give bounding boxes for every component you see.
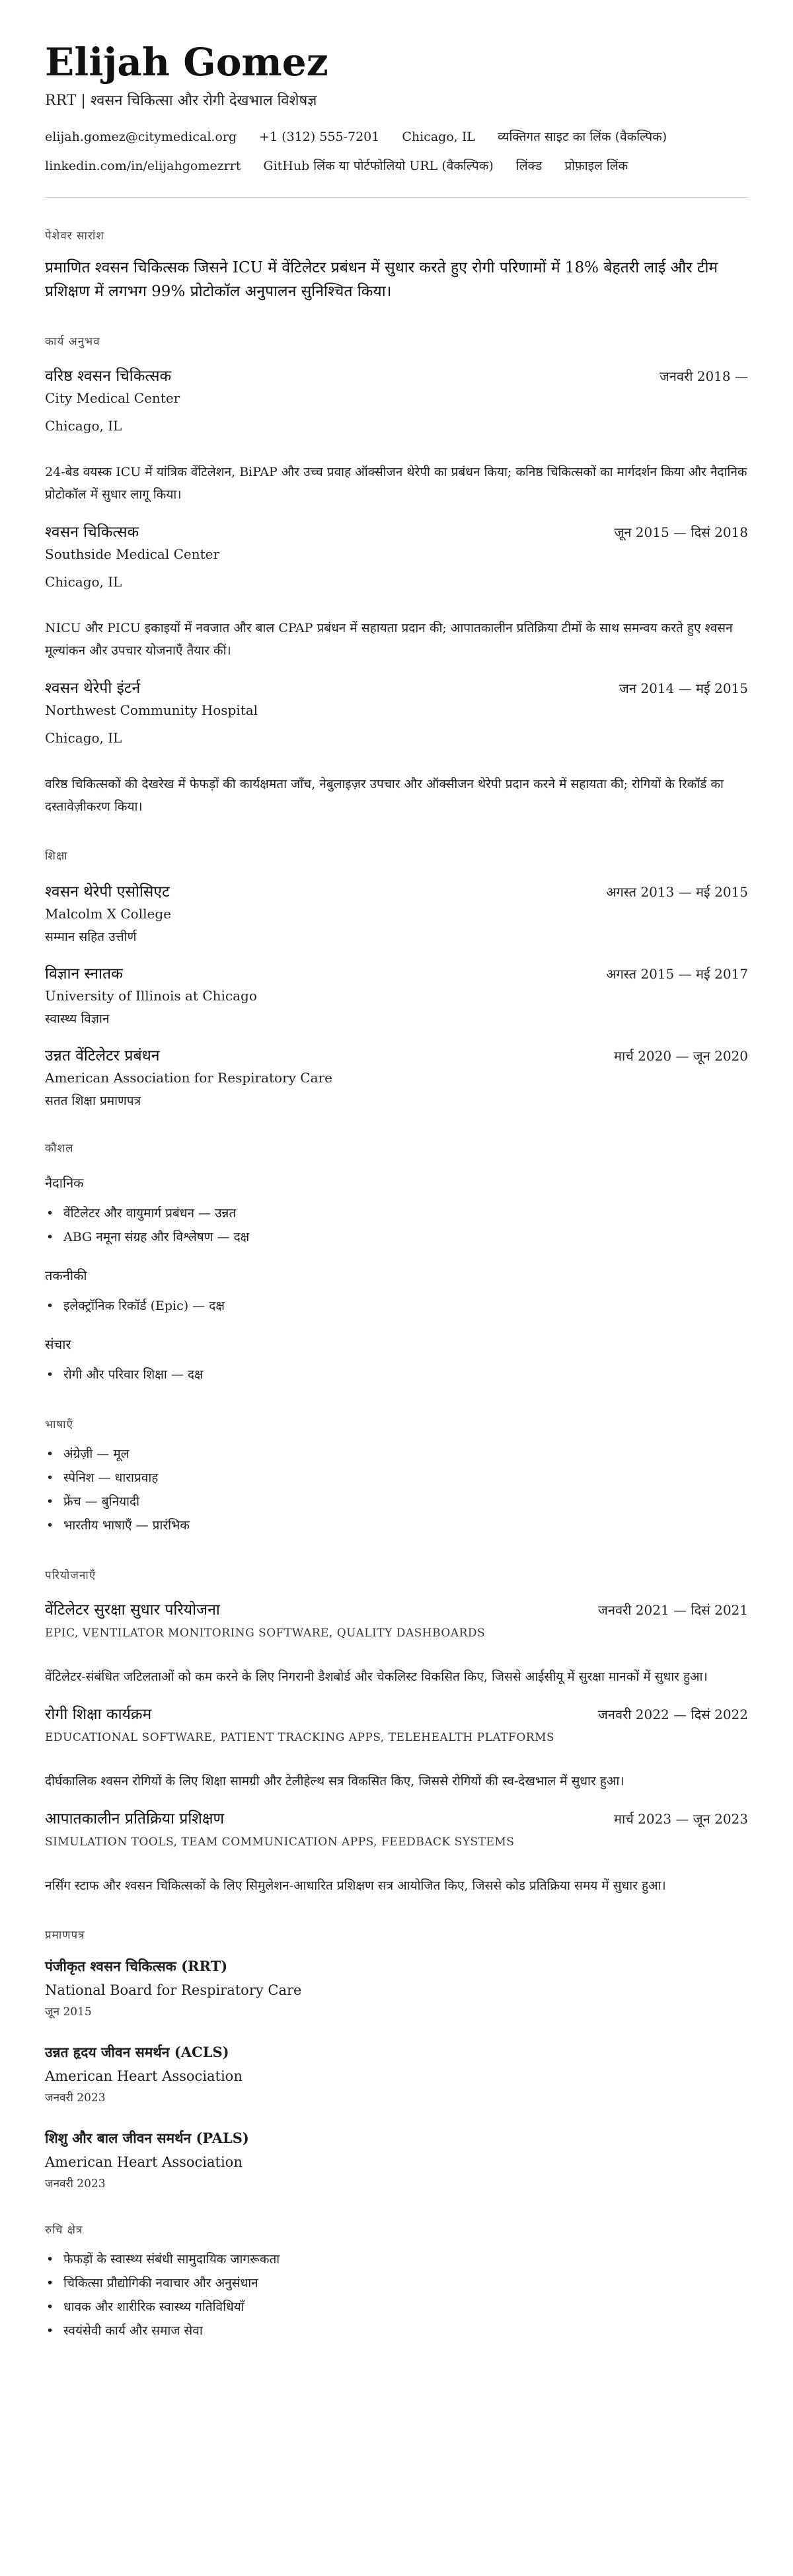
certification-entry [45, 2042, 748, 2106]
certification-entry [45, 1956, 748, 2020]
job-location: Chicago, IL [45, 418, 122, 434]
email-link[interactable]: elijah.gomez@citymedical.org [45, 130, 237, 144]
project-dates: जनवरी 2022 — दिसं 2022 [598, 1707, 748, 1722]
resume-header [45, 38, 748, 175]
section-title: रुचि क्षेत्र [45, 2224, 83, 2237]
project-dates: जनवरी 2021 — दिसं 2021 [598, 1602, 748, 1618]
degree-title: विज्ञान स्नातक [45, 965, 123, 983]
project-description: वेंटिलेटर-संबंधित जटिलताओं को कम करने के लिए निगरानी डैशबोर्ड और चेकलिस्ट विकसित किए, जिससे आईसीयू में सुरक्षा मानकों में सुधार हुआ। [45, 1670, 708, 1684]
summary-text: प्रमाणित श्वसन चिकित्सक जिसने ICU में वेंटिलेटर प्रबंधन में सुधार करते हुए रोगी परिणामों में 18% बेहतरी लाई और टीम प्रशिक्षण में लगभग 99% प्रोटोकॉल अनुपालन सुनिश्चित किया। [45, 259, 718, 300]
project-entry [45, 1599, 748, 1688]
section-title: परियोजनाएँ [45, 1569, 96, 1582]
certification-title: पंजीकृत श्वसन चिकित्सक (RRT) [45, 1958, 228, 1974]
skill-list [45, 1201, 748, 1249]
extra-link-1[interactable]: लिंक्ड [515, 159, 543, 173]
list-item: • फ्रेंच — बुनियादी [45, 1490, 748, 1513]
certification-issuer: American Heart Association [45, 2154, 243, 2170]
list-item: • वेंटिलेटर और वायुमार्ग प्रबंधन — उन्नत [45, 1201, 748, 1225]
skill-group-title: तकनीकी [45, 1268, 87, 1283]
github-link[interactable]: GitHub लिंक या पोर्टफोलियो URL (वैकल्पिक) [263, 159, 494, 173]
project-description: दीर्घकालिक श्वसन रोगियों के लिए शिक्षा सामग्री और टेलीहेल्थ सत्र विकसित किए, जिससे रोगियों की स्व-देखभाल में सुधार हुआ। [45, 1774, 624, 1789]
skill-group-title: नैदानिक [45, 1175, 84, 1191]
skills-section [45, 1141, 748, 1387]
project-tech: EDUCATIONAL SOFTWARE, PATIENT TRACKING APPS, TELEHEALTH PLATFORMS [45, 1731, 555, 1744]
experience-section [45, 334, 748, 818]
skill-group-title: संचार [45, 1336, 71, 1352]
language-list [45, 1442, 748, 1537]
employer: Southside Medical Center [45, 546, 220, 562]
experience-entry [45, 522, 748, 662]
list-item: • इलेक्ट्रॉनिक रिकॉर्ड (Epic) — दक्ष [45, 1294, 748, 1318]
project-entry [45, 1704, 748, 1792]
employer: Northwest Community Hospital [45, 702, 258, 718]
education-detail: सम्मान सहित उत्तीर्ण [45, 930, 137, 944]
education-detail: स्वास्थ्य विज्ञान [45, 1012, 110, 1026]
linkedin-link[interactable]: linkedin.com/in/elijahgomezrrt [45, 159, 241, 173]
project-entry [45, 1808, 748, 1897]
list-item: • चिकित्सा प्रौद्योगिकी नवाचार और अनुसंधान [45, 2271, 748, 2295]
project-title: वेंटिलेटर सुरक्षा सुधार परियोजना [45, 1601, 220, 1619]
section-title: पेशेवर सारांश [45, 229, 104, 243]
institution: Malcolm X College [45, 906, 171, 922]
certification-title: शिशु और बाल जीवन समर्थन (PALS) [45, 2130, 249, 2146]
list-item: • रोगी और परिवार शिक्षा — दक्ष [45, 1363, 748, 1387]
project-tech: EPIC, VENTILATOR MONITORING SOFTWARE, QUALITY DASHBOARDS [45, 1627, 486, 1640]
project-tech: SIMULATION TOOLS, TEAM COMMUNICATION APPS, FEEDBACK SYSTEMS [45, 1835, 515, 1849]
header-divider [45, 197, 748, 198]
certification-date: जून 2015 [45, 2005, 92, 2019]
certification-title: उन्नत हृदय जीवन समर्थन (ACLS) [45, 2044, 229, 2060]
projects-section [45, 1568, 748, 1897]
list-item: • धावक और शारीरिक स्वास्थ्य गतिविधियाँ [45, 2295, 748, 2319]
experience-entry [45, 366, 748, 506]
education-entry [45, 963, 748, 1028]
job-title: वरिष्ठ श्वसन चिकित्सक [45, 368, 172, 385]
interests-section [45, 2222, 748, 2343]
institution: University of Illinois at Chicago [45, 988, 257, 1004]
project-title: रोगी शिक्षा कार्यक्रम [45, 1706, 152, 1723]
certification-date: जनवरी 2023 [45, 2091, 106, 2105]
job-location: Chicago, IL [45, 730, 122, 746]
list-item: • ABG नमूना संग्रह और विश्लेषण — दक्ष [45, 1225, 748, 1249]
job-dates: जन 2014 — मई 2015 [619, 680, 748, 696]
location: Chicago, IL [402, 130, 475, 144]
certification-issuer: American Heart Association [45, 2068, 243, 2084]
headline: RRT | श्वसन चिकित्सा और रोगी देखभाल विशेषज्ञ [45, 93, 317, 109]
institution: American Association for Respiratory Care [45, 1070, 332, 1086]
project-dates: मार्च 2023 — जून 2023 [613, 1811, 748, 1827]
list-item: • स्वयंसेवी कार्य और समाज सेवा [45, 2319, 748, 2343]
project-description: नर्सिंग स्टाफ और श्वसन चिकित्सकों के लिए सिमुलेशन-आधारित प्रशिक्षण सत्र आयोजित किए, जिससे कोड प्रतिक्रिया समय में सुधार हुआ। [45, 1878, 666, 1893]
section-title: प्रमाणपत्र [45, 1929, 85, 1942]
education-detail: सतत शिक्षा प्रमाणपत्र [45, 1094, 141, 1108]
section-title: कार्य अनुभव [45, 335, 100, 348]
candidate-name: Elijah Gomez [45, 40, 328, 85]
job-title: श्वसन थेरेपी इंटर्न [45, 680, 141, 697]
project-title: आपातकालीन प्रतिक्रिया प्रशिक्षण [45, 1810, 225, 1828]
job-dates: जून 2015 — दिसं 2018 [614, 524, 748, 540]
languages-section [45, 1417, 748, 1537]
list-item: • फेफड़ों के स्वास्थ्य संबंधी सामुदायिक जागरूकता [45, 2247, 748, 2271]
education-entry [45, 881, 748, 946]
education-entry [45, 1045, 748, 1110]
list-item: • भारतीय भाषाएँ — प्रारंभिक [45, 1513, 748, 1537]
links-row [45, 157, 748, 175]
skill-list [45, 1294, 748, 1318]
job-dates: जनवरी 2018 — [659, 368, 748, 384]
certification-entry [45, 2128, 748, 2192]
job-description: NICU और PICU इकाइयों में नवजात और बाल CPAP प्रबंधन में सहायता प्रदान की; आपातकालीन प्रतिक्रिया टीमों के साथ समन्वय करते हुए श्वसन मूल्यांकन और उपचार योजनाएँ तैयार कीं। [45, 621, 733, 658]
section-title: शिक्षा [45, 850, 68, 863]
degree-title: श्वसन थेरेपी एसोसिएट [45, 883, 170, 901]
list-item: • अंग्रेज़ी — मूल [45, 1442, 748, 1466]
interest-list [45, 2247, 748, 2343]
education-section [45, 848, 748, 1110]
section-title: भाषाएँ [45, 1418, 73, 1431]
personal-site-link[interactable]: व्यक्तिगत साइट का लिंक (वैकल्पिक) [497, 130, 667, 144]
summary-section [45, 228, 748, 303]
list-item: • स्पेनिश — धाराप्रवाह [45, 1466, 748, 1490]
job-location: Chicago, IL [45, 574, 122, 590]
job-title: श्वसन चिकित्सक [45, 524, 139, 541]
education-dates: मार्च 2020 — जून 2020 [613, 1048, 748, 1064]
experience-entry [45, 678, 748, 818]
employer: City Medical Center [45, 390, 180, 406]
contact-row [45, 128, 748, 145]
skill-list [45, 1363, 748, 1387]
extra-link-2[interactable]: प्रोफ़ाइल लिंक [564, 159, 628, 173]
section-title: कौशल [45, 1142, 74, 1155]
education-dates: अगस्त 2013 — मई 2015 [606, 884, 748, 900]
job-description: वरिष्ठ चिकित्सकों की देखरेख में फेफड़ों की कार्यक्षमता जाँच, नेबुलाइज़र उपचार और ऑक्सीजन थेरेपी प्रदान करने में सहायता की; रोगियों के रिकॉर्ड का दस्तावेज़ीकरण किया। [45, 777, 724, 814]
job-description: 24-बेड वयस्क ICU में यांत्रिक वेंटिलेशन, BiPAP और उच्च प्रवाह ऑक्सीजन थेरेपी का प्रबंधन किया; कनिष्ठ चिकित्सकों का मार्गदर्शन किया और नैदानिक प्रोटोकॉल में सुधार लागू किया। [45, 465, 747, 502]
education-dates: अगस्त 2015 — मई 2017 [606, 966, 748, 982]
certifications-section [45, 1927, 748, 2192]
phone-number[interactable]: +1 (312) 555-7201 [259, 130, 380, 144]
certification-date: जनवरी 2023 [45, 2177, 106, 2191]
degree-title: उन्नत वेंटिलेटर प्रबंधन [45, 1047, 160, 1065]
certification-issuer: National Board for Respiratory Care [45, 1982, 302, 1998]
